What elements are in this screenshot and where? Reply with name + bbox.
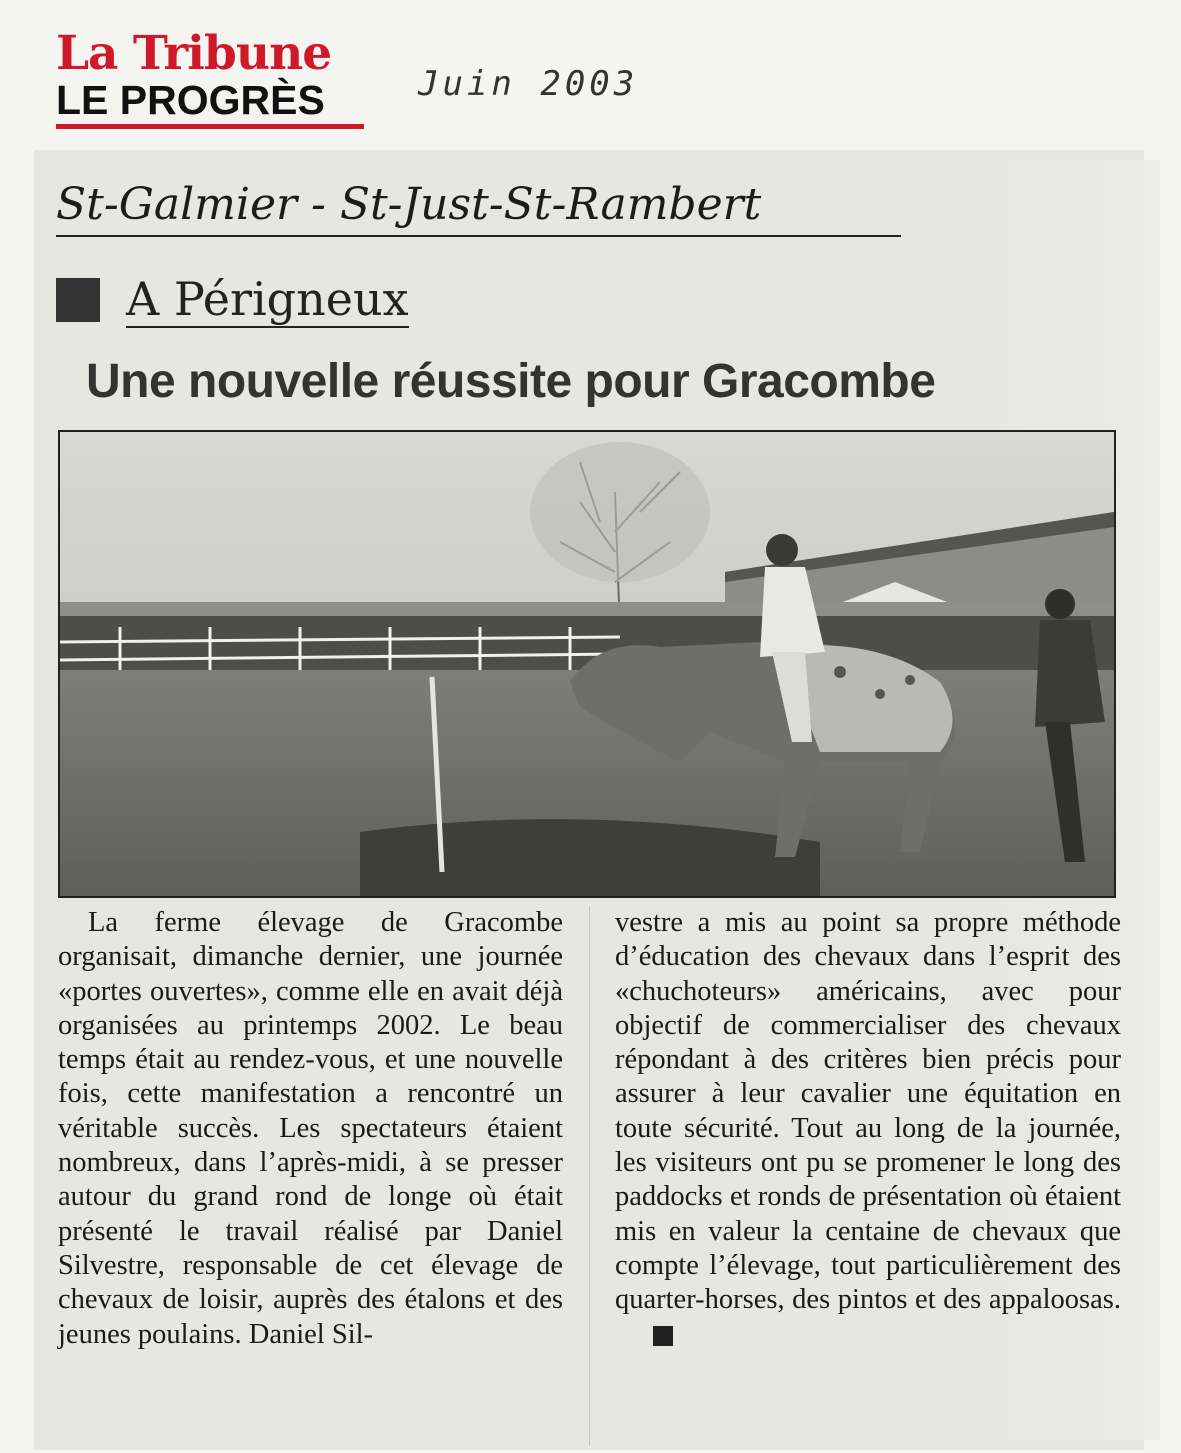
masthead-le-progres: LE PROGRÈS <box>56 77 325 123</box>
section-title: St-Galmier - St-Just-St-Rambert <box>56 175 901 237</box>
body-right-text: vestre a mis au point sa propre méthode d’éducation des chevaux dans l’esprit des «chuchoteurs» américains, avec pour objectif de commercialiser des chevaux répondant à des critères bien précis pour assurer à leur cavalier une équitation en toute sécurité. Tout au long de la journée, les visiteurs ont pu se promener le long des paddocks et ronds de présentation où étaient mis en valeur la centaine de chevaux que compte l’élevage, tout particulièrement des quarter-horses, des pintos et des appaloosas. <box>615 907 1121 1316</box>
kicker <box>56 272 409 332</box>
article-body-right <box>615 906 1121 1352</box>
kicker-square-icon <box>56 278 100 322</box>
body-left-text: La ferme élevage de Gracombe organisait, dimanche dernier, une journée «portes ouvertes», comme elle en avait déjà organisées au printemps 2002. Le beau temps était au rendez-vous, et une nouvelle fois, cette manifestation a rencontré un véritable succès. Les spectateurs étaient nombreux, dans l’après-midi, à se presser autour du grand rond de longe où était présenté le travail réalisé par Daniel Silvestre, responsable de cet élevage de chevaux de loisir, auprès des étalons et des jeunes poulains. Daniel Sil- <box>58 907 563 1350</box>
horse-rider-photo-icon <box>60 432 1114 896</box>
body-right-paragraph <box>615 906 1121 1352</box>
article-photo <box>58 430 1116 898</box>
masthead-rule <box>56 124 364 129</box>
newspaper-masthead <box>56 26 364 129</box>
kicker-text: A Périgneux <box>126 272 409 326</box>
article-headline: Une nouvelle réussite pour Gracombe <box>86 355 936 408</box>
column-divider <box>589 906 590 1446</box>
masthead-la-tribune: La Tribune <box>56 26 332 81</box>
handwritten-date: Juin 2003 <box>418 64 639 104</box>
article-body-left <box>58 906 563 1352</box>
end-mark-square-icon <box>653 1326 673 1346</box>
